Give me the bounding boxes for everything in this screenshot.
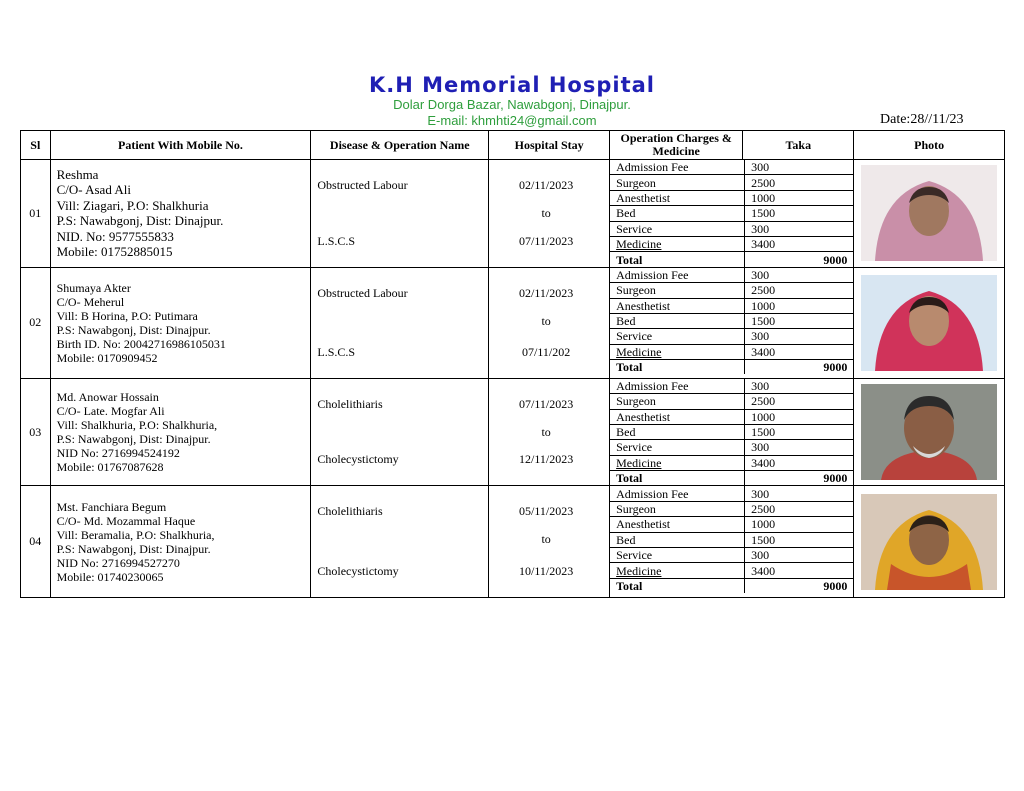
charge-item: Anesthetist xyxy=(610,517,745,532)
stay-to-word: to xyxy=(541,532,551,547)
total-amount: 9000 xyxy=(823,579,848,593)
patient-line: Vill: Shalkhuria, P.O: Shalkhuria, xyxy=(56,418,218,433)
header-stay: Hospital Stay xyxy=(489,131,610,160)
stay-from: 02/11/2023 xyxy=(519,178,574,192)
charge-amount: 1000 xyxy=(745,517,854,532)
charge-row xyxy=(610,563,853,578)
stay-to-word: to xyxy=(541,424,551,439)
charge-item: Service xyxy=(610,440,745,455)
patient-line: C/O- Late. Mogfar Ali xyxy=(56,404,165,419)
charge-item: Service xyxy=(610,329,745,344)
charge-row xyxy=(610,455,853,470)
charge-row xyxy=(610,313,853,328)
charge-item: Admission Fee xyxy=(610,486,745,501)
charge-amount: 300 xyxy=(745,440,854,455)
charge-amount: 2500 xyxy=(745,501,854,516)
charge-amount: 1500 xyxy=(745,424,854,439)
total-amount: 9000 xyxy=(823,471,848,486)
patient-line: NID No: 2716994527270 xyxy=(56,555,180,570)
stay-cell xyxy=(489,160,610,268)
patient-line: P.S: Nawabgonj, Dist: Dinajpur. xyxy=(56,213,224,229)
charge-row xyxy=(610,501,853,516)
charges-cell xyxy=(610,267,854,378)
charge-item: Admission Fee xyxy=(610,268,745,283)
charge-amount: 1000 xyxy=(745,298,854,313)
patient-line: Reshma xyxy=(56,166,99,182)
header-patient: Patient With Mobile No. xyxy=(50,131,311,160)
stay-from: 07/11/2023 xyxy=(519,396,574,411)
charge-amount: 1500 xyxy=(745,206,854,221)
disease-cell xyxy=(311,267,489,378)
stay-cell xyxy=(489,378,610,486)
charge-amount: 300 xyxy=(745,160,854,175)
hospital-address: Dolar Dorga Bazar, Nawabgonj, Dinajpur. xyxy=(393,97,631,112)
charge-item: Medicine xyxy=(610,563,745,578)
charges-cell xyxy=(610,378,854,486)
patient-line: NID. No: 9577555833 xyxy=(56,228,174,244)
total-label: Total xyxy=(610,471,745,486)
charges-table xyxy=(610,268,853,375)
stay-cell xyxy=(489,267,610,378)
stay-to-word: to xyxy=(541,206,551,220)
total-row xyxy=(610,471,853,486)
disease-cell xyxy=(311,160,489,268)
charge-row xyxy=(610,221,853,236)
charge-row xyxy=(610,486,853,501)
patient-line: NID No: 2716994524192 xyxy=(56,446,180,461)
charge-item: Surgeon xyxy=(610,501,745,516)
charge-amount: 300 xyxy=(745,379,854,394)
charge-row xyxy=(610,206,853,221)
disease-cell xyxy=(311,378,489,486)
charge-amount: 300 xyxy=(745,268,854,283)
patient-line: Birth ID. No: 20042716986105031 xyxy=(56,336,226,351)
header-disease: Disease & Operation Name xyxy=(311,131,489,160)
charge-amount: 2500 xyxy=(745,175,854,190)
operation-name: Cholecystictomy xyxy=(317,452,399,467)
header-charges: Operation Charges & Medicine xyxy=(610,131,743,160)
patient-line: C/O- Md. Mozammal Haque xyxy=(56,513,196,528)
total-row xyxy=(610,360,853,375)
charge-row xyxy=(610,440,853,455)
charge-row xyxy=(610,548,853,563)
charge-row xyxy=(610,283,853,298)
row-serial: 04 xyxy=(21,486,51,598)
disease-name: Obstructed Labour xyxy=(317,285,408,300)
charges-table xyxy=(610,379,853,486)
stay-from: 05/11/2023 xyxy=(519,504,574,519)
patient-line: Shumaya Akter xyxy=(56,280,131,295)
table-row xyxy=(21,160,1005,268)
charge-amount: 1000 xyxy=(745,409,854,424)
row-serial: 02 xyxy=(21,267,51,378)
charge-item: Surgeon xyxy=(610,394,745,409)
stay-to: 07/11/2023 xyxy=(519,233,574,248)
header-photo: Photo xyxy=(854,131,1005,160)
disease-cell xyxy=(311,486,489,598)
operation-name: Cholecystictomy xyxy=(317,564,399,579)
patient-line: Mobile: 01740230065 xyxy=(56,569,164,584)
charges-table xyxy=(610,160,853,267)
total-label: Total xyxy=(610,360,745,375)
charge-item: Anesthetist xyxy=(610,190,745,205)
patient-line: Vill: Ziagari, P.O: Shalkhuria xyxy=(56,197,209,213)
row-serial: 01 xyxy=(21,160,51,268)
disease-name: Obstructed Labour xyxy=(317,178,408,192)
patient-info xyxy=(50,378,311,486)
patient-photo xyxy=(861,384,997,480)
charge-amount: 3400 xyxy=(745,455,854,470)
charge-item: Bed xyxy=(610,532,745,547)
table-row xyxy=(21,378,1005,486)
charge-row xyxy=(610,190,853,205)
charge-item: Admission Fee xyxy=(610,379,745,394)
operation-name: L.S.C.S xyxy=(317,344,356,359)
header-sl: Sl xyxy=(21,131,51,160)
charge-item: Admission Fee xyxy=(610,160,745,175)
charge-row xyxy=(610,409,853,424)
charge-row xyxy=(610,344,853,359)
stay-to: 10/11/2023 xyxy=(519,564,574,579)
charge-row xyxy=(610,175,853,190)
hospital-email: E-mail: khmhti24@gmail.com xyxy=(427,113,597,128)
charge-row xyxy=(610,424,853,439)
charge-item: Anesthetist xyxy=(610,409,745,424)
stay-cell xyxy=(489,486,610,598)
stay-to: 07/11/202 xyxy=(522,344,571,359)
charge-item: Surgeon xyxy=(610,283,745,298)
charge-row xyxy=(610,379,853,394)
disease-name: Cholelithiaris xyxy=(317,504,383,519)
charge-item: Service xyxy=(610,548,745,563)
charge-row xyxy=(610,160,853,175)
table-row xyxy=(21,486,1005,598)
charge-item: Medicine xyxy=(610,236,745,251)
hospital-name: K.H Memorial Hospital xyxy=(369,73,655,97)
patient-info xyxy=(50,267,311,378)
patient-photo xyxy=(861,275,997,371)
charge-item: Medicine xyxy=(610,455,745,470)
patient-line: P.S: Nawabgonj, Dist: Dinajpur. xyxy=(56,541,211,556)
photo-cell xyxy=(854,378,1005,486)
patient-line: Vill: Beramalia, P.O: Shalkhuria, xyxy=(56,527,215,542)
document-header xyxy=(0,72,1024,129)
photo-cell xyxy=(854,160,1005,268)
charge-row xyxy=(610,329,853,344)
photo-cell xyxy=(854,267,1005,378)
patient-photo xyxy=(861,165,997,261)
charge-item: Surgeon xyxy=(610,175,745,190)
patient-table xyxy=(20,130,1005,598)
disease-name: Cholelithiaris xyxy=(317,396,383,411)
charge-amount: 1500 xyxy=(745,313,854,328)
charge-amount: 2500 xyxy=(745,394,854,409)
charge-row xyxy=(610,532,853,547)
total-label: Total xyxy=(610,252,745,267)
total-amount: 9000 xyxy=(823,360,848,375)
charge-item: Medicine xyxy=(610,344,745,359)
total-row xyxy=(610,578,853,593)
table-row xyxy=(21,267,1005,378)
patient-line: Mobile: 01767087628 xyxy=(56,460,164,475)
total-label: Total xyxy=(610,578,745,593)
charge-amount: 1000 xyxy=(745,190,854,205)
photo-cell xyxy=(854,486,1005,598)
charge-amount: 3400 xyxy=(745,344,854,359)
patient-line: Md. Anowar Hossain xyxy=(56,390,159,405)
charge-item: Bed xyxy=(610,206,745,221)
charge-item: Anesthetist xyxy=(610,298,745,313)
total-row xyxy=(610,252,853,267)
charge-amount: 300 xyxy=(745,548,854,563)
stay-to-word: to xyxy=(541,313,551,328)
patient-line: Vill: B Horina, P.O: Putimara xyxy=(56,308,198,323)
charge-amount: 2500 xyxy=(745,283,854,298)
charge-amount: 300 xyxy=(745,221,854,236)
charge-row xyxy=(610,517,853,532)
patient-line: C/O- Asad Ali xyxy=(56,182,131,198)
charge-item: Bed xyxy=(610,313,745,328)
header-taka: Taka xyxy=(743,131,854,160)
patient-line: C/O- Meherul xyxy=(56,294,125,309)
patient-line: Mobile: 0170909452 xyxy=(56,350,158,365)
patient-line: Mst. Fanchiara Begum xyxy=(56,499,167,514)
patient-line: Mobile: 01752885015 xyxy=(56,244,173,260)
table-header-row xyxy=(21,131,1005,160)
total-amount: 9000 xyxy=(823,252,848,267)
charges-cell xyxy=(610,160,854,268)
stay-from: 02/11/2023 xyxy=(519,285,574,300)
patient-line: P.S: Nawabgonj, Dist: Dinajpur. xyxy=(56,322,211,337)
patient-info xyxy=(50,486,311,598)
charges-cell xyxy=(610,486,854,598)
operation-name: L.S.C.S xyxy=(317,233,356,248)
document-date: Date:28//11/23 xyxy=(880,112,964,127)
charge-row xyxy=(610,268,853,283)
stay-to: 12/11/2023 xyxy=(519,452,574,467)
charge-amount: 1500 xyxy=(745,532,854,547)
row-serial: 03 xyxy=(21,378,51,486)
charge-row xyxy=(610,298,853,313)
charge-row xyxy=(610,236,853,251)
charge-amount: 300 xyxy=(745,329,854,344)
charge-row xyxy=(610,394,853,409)
charge-amount: 300 xyxy=(745,486,854,501)
charges-table xyxy=(610,486,853,593)
patient-info xyxy=(50,160,311,268)
charge-item: Bed xyxy=(610,424,745,439)
charge-amount: 3400 xyxy=(745,563,854,578)
patient-photo xyxy=(861,494,997,590)
charge-item: Service xyxy=(610,221,745,236)
charge-amount: 3400 xyxy=(745,236,854,251)
patient-line: P.S: Nawabgonj, Dist: Dinajpur. xyxy=(56,432,211,447)
